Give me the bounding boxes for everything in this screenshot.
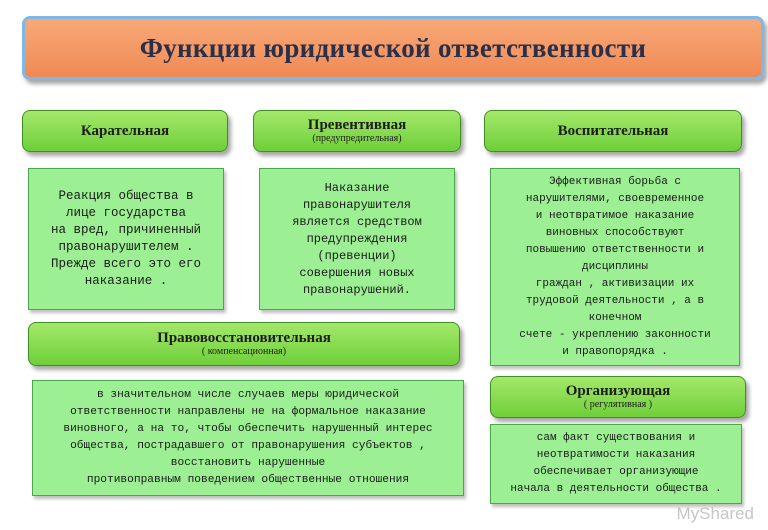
preventive-header <box>253 110 461 152</box>
educational-body <box>490 168 740 366</box>
restorative-subtitle: ( компенсационная) <box>201 346 287 357</box>
restorative-header <box>28 322 460 366</box>
page-title: Функции юридической ответственности <box>139 32 647 63</box>
punitive-title: Карательная <box>80 123 170 139</box>
educational-header <box>484 110 742 152</box>
educational-title: Воспитательная <box>557 123 669 139</box>
preventive-subtitle: (предупредительная) <box>312 133 402 144</box>
organizing-subtitle: ( регулятивная ) <box>583 399 653 410</box>
watermark-logo: MyShared <box>676 504 754 523</box>
restorative-title: Правовосстановительная <box>157 330 331 346</box>
restorative-body <box>32 380 464 496</box>
preventive-title: Превентивная <box>307 117 407 133</box>
educational-text: Эффективная борьба с нарушителями, своевременное и неотвратимое наказание виновных способствуют повышению ответственности и дисциплины граждан , активизации их трудовой деятельности , а в конечном счете - укреплению законности и правопорядка . <box>519 175 711 358</box>
preventive-body <box>259 168 455 310</box>
organizing-text: сам факт существования и неотвратимости наказания обеспечивает организующие начала в деятельности общества . <box>510 432 722 495</box>
punitive-body <box>28 168 224 310</box>
title-banner <box>22 16 764 80</box>
punitive-text: Реакция общества в лице государства на вред, причиненный правонарушителем . Прежде всего это его наказание . <box>50 189 202 288</box>
punitive-header <box>22 110 228 152</box>
restorative-text: в значительном числе случаев меры юридической ответственности направлены не на формальное наказание виновного, а на то, чтобы обеспечить нарушенный интерес общества, пострадавшего от правонарушения субъектов , восстановить нарушенные противоправным поведением общественные отношения <box>63 389 433 486</box>
organizing-body <box>490 424 742 504</box>
organizing-title: Организующая <box>565 383 671 399</box>
preventive-text: Наказание правонарушителя является средством предупреждения (превенции) совершения новых правонарушений. <box>292 180 422 297</box>
organizing-header <box>490 376 746 418</box>
